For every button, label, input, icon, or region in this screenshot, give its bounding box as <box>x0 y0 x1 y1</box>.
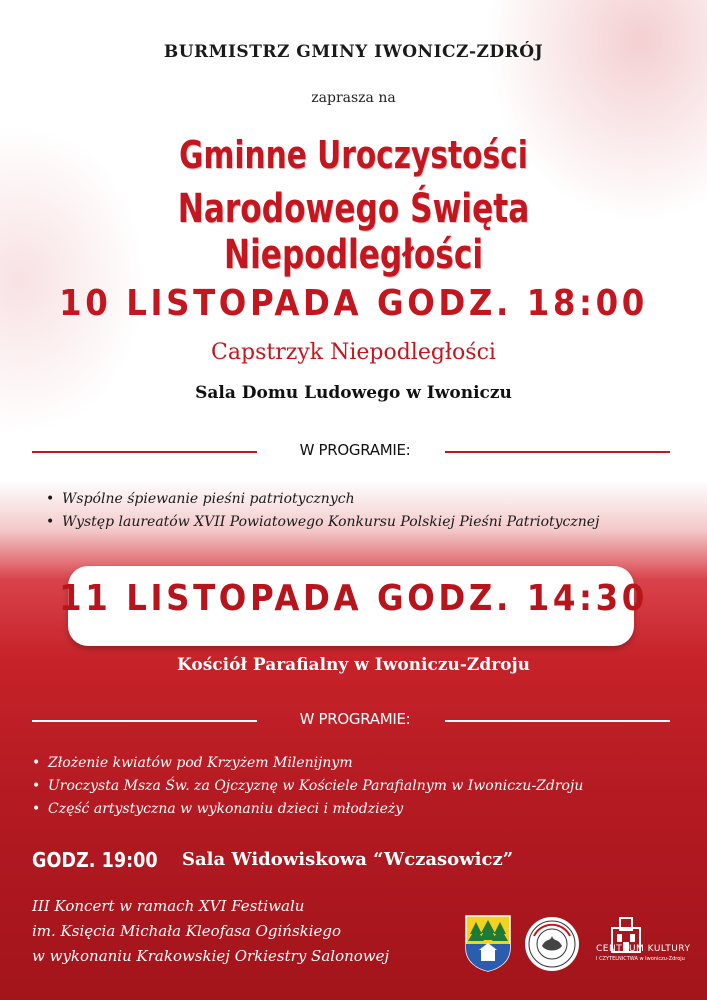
centrum-kultury-icon <box>588 914 698 972</box>
event1-date: 10 LISTOPADA GODZ. 18:00 <box>59 283 648 324</box>
program-list-1 <box>46 488 599 534</box>
logo-line2: I CZYTELNICTWA w Iwoniczu-Zdroju <box>596 956 685 962</box>
event3-time: GODZ. 19:00 <box>32 848 158 872</box>
event-title-line2: Narodowego Święta Niepodległości <box>177 186 530 278</box>
list-item: • Złożenie kwiatów pod Krzyżem Milenijnym <box>32 752 583 775</box>
event1-venue: Sala Domu Ludowego w Iwoniczu <box>195 383 512 403</box>
list-item: • Występ laureatów XVII Powiatowego Konkursu Polskiej Pieśni Patriotycznej <box>46 511 599 534</box>
organizer: BURMISTRZ GMINY IWONICZ-ZDRÓJ <box>163 42 544 62</box>
seal-icon <box>524 916 580 972</box>
logo-line1: CENTRUM KULTURY <box>596 944 691 954</box>
program-label-2: W PROGRAMIE: <box>299 710 411 728</box>
program-list-2 <box>32 752 583 821</box>
divider-right <box>445 451 670 453</box>
concert-line: im. Księcia Michała Kleofasa Ogińskiego <box>32 922 342 940</box>
event3-venue: Sala Widowiskowa “Wczasowicz” <box>182 849 514 870</box>
divider-left <box>32 720 257 722</box>
divider-right <box>445 720 670 722</box>
program-label-1: W PROGRAMIE: <box>299 441 411 459</box>
invite-text: zaprasza na <box>311 90 396 106</box>
concert-line: w wykonaniu Krakowskiej Orkiestry Salonowej <box>32 947 390 965</box>
event2-date: 11 LISTOPADA GODZ. 14:30 <box>59 578 648 619</box>
coat-of-arms-icon <box>464 914 512 972</box>
list-item: • Część artystyczna w wykonaniu dzieci i młodzieży <box>32 798 583 821</box>
list-item: • Wspólne śpiewanie pieśni patriotycznych <box>46 488 599 511</box>
list-item: • Uroczysta Msza Św. za Ojczyznę w Kościele Parafialnym w Iwoniczu-Zdroju <box>32 775 583 798</box>
event1-name: Capstrzyk Niepodległości <box>211 340 496 365</box>
event2-venue: Kościół Parafialny w Iwoniczu-Zdroju <box>176 655 531 675</box>
concert-description <box>32 894 389 969</box>
divider-left <box>32 451 257 453</box>
event-title-line1: Gminne Uroczystości <box>179 133 528 177</box>
concert-line: III Koncert w ramach XVI Festiwalu <box>32 897 305 915</box>
